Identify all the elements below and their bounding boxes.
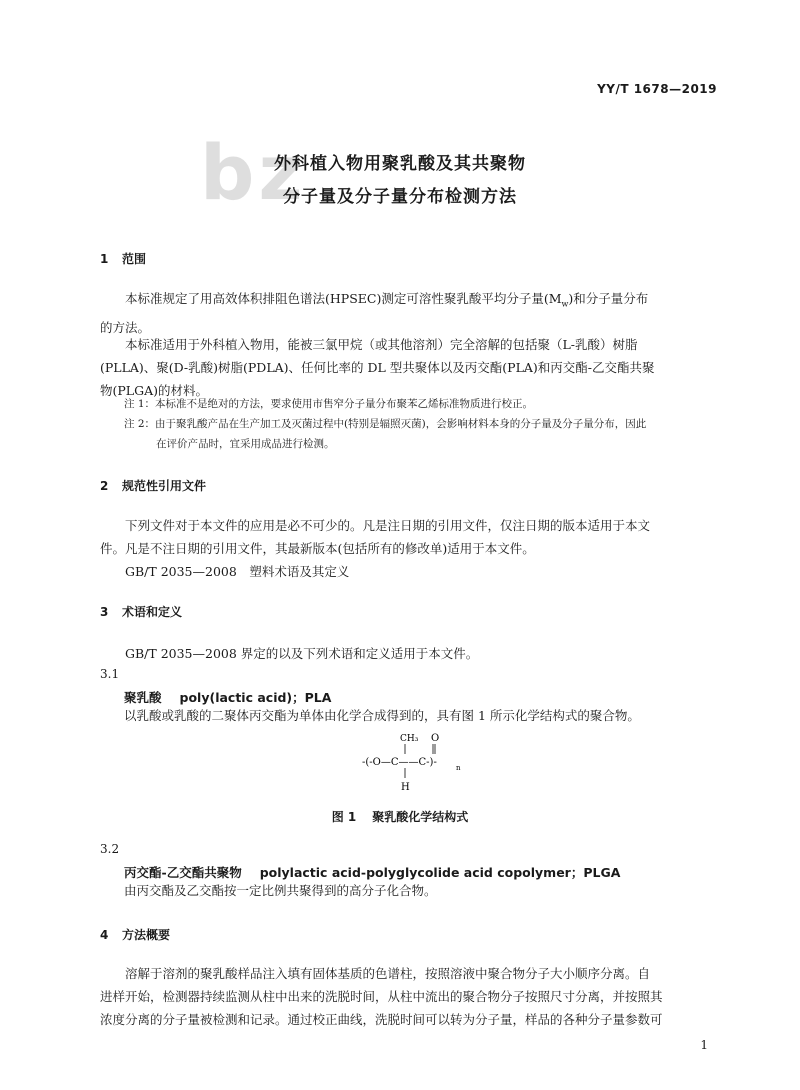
subscript: w bbox=[561, 299, 569, 309]
text-line: 溶解于溶剂的聚乳酸样品注入填有固体基质的色谱柱，按照溶液中聚合物分子大小顺序分离。自 bbox=[125, 966, 651, 981]
subscript-n: n bbox=[456, 764, 461, 772]
term-english: poly(lactic acid)；PLA bbox=[179, 690, 332, 705]
term-chinese: 聚乳酸 bbox=[124, 690, 162, 705]
oxygen-label: O bbox=[431, 733, 440, 744]
text-line: 件。凡是不注日期的引用文件，其最新版本(包括所有的修改单)适用于本文件。 bbox=[100, 541, 535, 556]
section-title: 术语和定义 bbox=[122, 605, 183, 619]
text-line: 本标准规定了用高效体积排阻色谱法(HPSEC)测定可溶性聚乳酸平均分子量(M bbox=[125, 291, 562, 306]
section-number: 3 bbox=[100, 605, 109, 619]
section-1-paragraph-1 bbox=[100, 287, 720, 339]
page-number: 1 bbox=[700, 1038, 708, 1052]
figure-caption bbox=[0, 808, 800, 825]
figure-number: 图 1 bbox=[331, 810, 357, 824]
watermark: bz bbox=[200, 128, 307, 217]
text-line: 注 2：由于聚乳酸产品在生产加工及灭菌过程中(特别是辐照灭菌)，会影响材料本身的分子量及分子量分布，因此 bbox=[124, 418, 647, 430]
section-title: 规范性引用文件 bbox=[122, 479, 207, 493]
section-number: 2 bbox=[100, 479, 109, 493]
section-1-heading bbox=[100, 250, 146, 267]
section-2-heading bbox=[100, 477, 206, 494]
section-2-paragraph bbox=[100, 514, 720, 583]
section-3-heading bbox=[100, 603, 182, 620]
term-3-2-definition: 由丙交酯及乙交酯按一定比例共聚得到的高分子化合物。 bbox=[124, 883, 437, 898]
text-line: 物(PLGA)的材料。 bbox=[100, 383, 208, 398]
section-3-paragraph bbox=[100, 642, 720, 665]
subclause-3-2-number: 3.2 bbox=[100, 842, 120, 856]
title-line-1: 外科植入物用聚乳酸及其共聚物 bbox=[274, 154, 526, 174]
term-english: polylactic acid-polyglycolide acid copolymer；PLGA bbox=[259, 865, 621, 880]
figure-title: 聚乳酸化学结构式 bbox=[372, 810, 469, 824]
text-line: 下列文件对于本文件的应用是必不可少的。凡是注日期的引用文件，仅注日期的版本适用于本文 bbox=[125, 518, 651, 533]
section-number: 1 bbox=[100, 252, 109, 266]
reference-entry: GB/T 2035—2008 塑料术语及其定义 bbox=[125, 564, 350, 579]
standard-code: YY/T 1678—2019 bbox=[597, 82, 717, 96]
section-title: 方法概要 bbox=[122, 928, 171, 942]
section-4-paragraph bbox=[100, 962, 720, 1031]
ch3-label: CH₃ bbox=[400, 734, 419, 744]
section-title: 范围 bbox=[122, 252, 147, 266]
text-line: GB/T 2035—2008 界定的以及下列术语和定义适用于本文件。 bbox=[125, 646, 479, 661]
section-number: 4 bbox=[100, 928, 109, 942]
section-1-paragraph-2 bbox=[100, 333, 720, 402]
subclause-3-1-number: 3.1 bbox=[100, 667, 120, 681]
title-line-2: 分子量及分子量分布检测方法 bbox=[283, 187, 517, 207]
text-line: 进样开始，检测器持续监测从柱中出来的洗脱时间，从柱中流出的聚合物分子按照尺寸分离，并按照其 bbox=[100, 989, 663, 1004]
note-1: 注 1：本标准不是绝对的方法，要求使用市售窄分子量分布聚苯乙烯标准物质进行校正。 bbox=[124, 398, 534, 410]
text-line: 本标准适用于外科植入物用，能被三氯甲烷（或其他溶剂）完全溶解的包括聚（L-乳酸）树脂 bbox=[125, 337, 638, 352]
term-3-1-definition: 以乳酸或乳酸的二聚体丙交酯为单体由化学合成得到的，具有图 1 所示化学结构式的聚合物。 bbox=[124, 708, 640, 723]
text-line: )和分子量分布 bbox=[568, 291, 649, 306]
note-2 bbox=[124, 414, 720, 454]
text-line: 的方法。 bbox=[100, 319, 151, 335]
chemical-structure-figure bbox=[360, 730, 480, 794]
hydrogen-label: H bbox=[401, 782, 410, 793]
section-4-heading bbox=[100, 926, 170, 943]
text-line: 在评价产品时，宜采用成品进行检测。 bbox=[156, 438, 335, 450]
term-chinese: 丙交酯-乙交酯共聚物 bbox=[124, 865, 242, 880]
text-line: 浓度分离的分子量被检测和记录。通过校正曲线，洗脱时间可以转为分子量，样品的各种分子量参数可 bbox=[100, 1012, 663, 1027]
text-line: (PLLA)、聚(D-乳酸)树脂(PDLA)、任何比率的 DL 型共聚体以及丙交酯(PLA)和丙交酯-乙交酯共聚 bbox=[100, 360, 655, 375]
chain-label: -(-O—C——C-)- bbox=[362, 757, 437, 768]
